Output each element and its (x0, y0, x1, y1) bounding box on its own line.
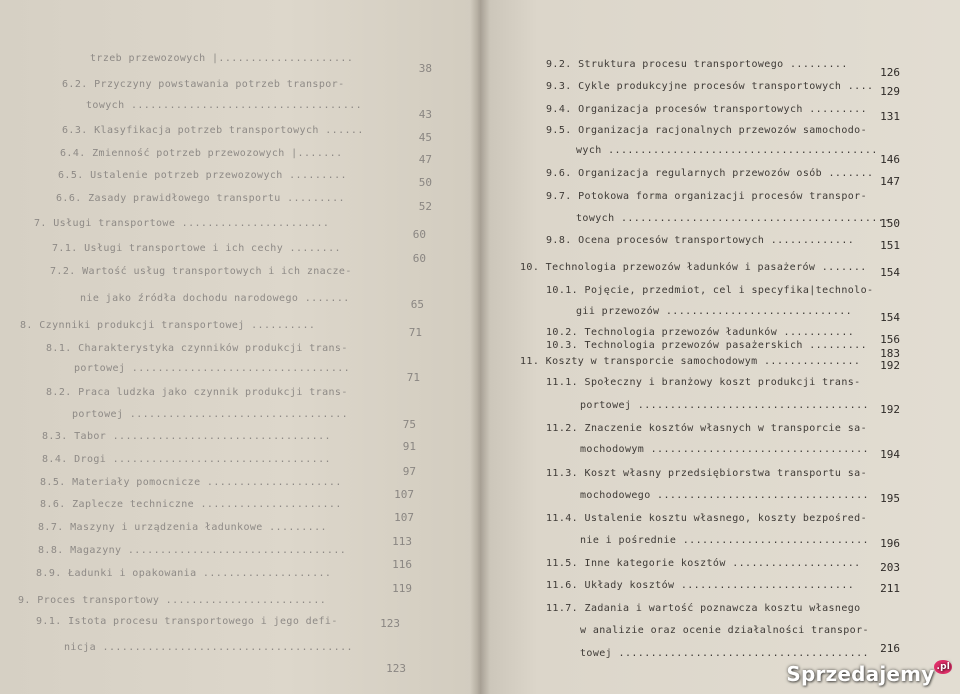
toc-page-number: 107 (394, 488, 414, 501)
toc-line: 8.8. Magazyny .................................. (38, 545, 347, 556)
toc-page-number: 50 (418, 176, 432, 189)
toc-line: 11.5. Inne kategorie kosztów .................... (546, 558, 861, 569)
toc-page-number: 147 (880, 175, 900, 188)
toc-line: 7. Usługi transportowe ....................... (34, 218, 330, 229)
toc-line: 9.7. Potokowa forma organizacji procesów transpor- (546, 191, 868, 202)
toc-page-number: 192 (880, 403, 900, 416)
toc-page-number: 123 (386, 662, 406, 675)
toc-line: 9.3. Cykle produkcyjne procesów transportowych .... (546, 81, 874, 92)
toc-line: 8.4. Drogi .................................. (42, 454, 331, 465)
toc-page-number: 156 (880, 333, 900, 346)
toc-line: 10.1. Pojęcie, przedmiot, cel i specyfika|technolo- (546, 285, 874, 296)
toc-page-number: 154 (880, 266, 900, 279)
toc-page-number: 43 (418, 108, 432, 121)
toc-page-number: 196 (880, 537, 900, 550)
left-page (0, 0, 478, 694)
toc-page-number: 126 (880, 66, 900, 79)
toc-page-number: 211 (880, 582, 900, 595)
toc-line: 11. Koszty w transporcie samochodowym ............... (520, 356, 861, 367)
toc-line: portowej .................................. (72, 409, 349, 420)
toc-line: w analizie oraz ocenie działalności transpor- (580, 625, 869, 636)
toc-line: 8.7. Maszyny i urządzenia ładunkowe ......... (38, 522, 327, 533)
toc-line: wych .......................................... (576, 145, 878, 156)
toc-line: nie jako źródła dochodu narodowego ....... (80, 293, 350, 304)
toc-line: 11.1. Społeczny i branżowy koszt produkcji trans- (546, 377, 861, 388)
watermark-brand: Sprzedajemy (786, 662, 935, 686)
right-page (480, 0, 960, 694)
toc-line: 8.5. Materiały pomocnicze ..................... (40, 477, 342, 488)
toc-page-number: 131 (880, 110, 900, 123)
toc-line: 6.6. Zasady prawidłowego transportu ......... (56, 193, 345, 204)
toc-line: 10. Technologia przewozów ładunków i pasażerów ....... (520, 262, 867, 273)
toc-page-number: 65 (410, 298, 424, 311)
toc-line: 8. Czynniki produkcji transportowej .......... (20, 320, 316, 331)
toc-page-number: 194 (880, 448, 900, 461)
toc-line: 9.2. Struktura procesu transportowego ......... (546, 59, 848, 70)
toc-page-number: 146 (880, 153, 900, 166)
toc-line: 8.3. Tabor .................................. (42, 431, 331, 442)
toc-page-number: 97 (402, 465, 416, 478)
toc-line: 9. Proces transportowy ......................... (18, 595, 327, 606)
toc-page-number: 195 (880, 492, 900, 505)
toc-page-number: 154 (880, 311, 900, 324)
toc-page-number: 60 (412, 228, 426, 241)
toc-page-number: 151 (880, 239, 900, 252)
toc-page-number: 183 (880, 347, 900, 360)
toc-line: 9.6. Organizacja regularnych przewozów osób ....... (546, 168, 874, 179)
toc-page-number: 75 (402, 418, 416, 431)
toc-line: 11.7. Zadania i wartość poznawcza kosztu własnego (546, 603, 861, 614)
toc-line: portowej .................................. (74, 363, 351, 374)
toc-line: 9.4. Organizacja procesów transportowych ......... (546, 104, 868, 115)
toc-page-number: 107 (394, 511, 414, 524)
toc-line: towych .......................................... (576, 213, 891, 224)
toc-line: nicja ....................................... (64, 642, 353, 653)
toc-line: 6.4. Zmienność potrzeb przewozowych |....... (60, 148, 343, 159)
toc-line: 11.6. Układy kosztów ........................... (546, 580, 855, 591)
toc-page-number: 91 (402, 440, 416, 453)
toc-line: 6.5. Ustalenie potrzeb przewozowych ......... (58, 170, 347, 181)
toc-line: portowej .................................... (580, 400, 869, 411)
toc-line: 9.1. Istota procesu transportowego i jego defi- (36, 616, 338, 627)
toc-line: towej ....................................... (580, 648, 869, 659)
toc-page-number: 119 (392, 582, 412, 595)
toc-line: gii przewozów ............................. (576, 306, 853, 317)
toc-line: 6.3. Klasyfikacja potrzeb transportowych ...... (62, 125, 364, 136)
toc-page-number: 60 (412, 252, 426, 265)
toc-line: 8.2. Praca ludzka jako czynnik produkcji trans- (46, 387, 348, 398)
toc-line: 9.8. Ocena procesów transportowych ............. (546, 235, 855, 246)
toc-page-number: 47 (418, 153, 432, 166)
book-gutter (470, 0, 490, 694)
toc-page-number: 123 (380, 617, 400, 630)
toc-page-number: 71 (408, 326, 422, 339)
toc-line: 7.2. Wartość usług transportowych i ich znacze- (50, 266, 352, 277)
toc-line: towych .................................... (86, 100, 363, 111)
toc-page-number: 45 (418, 131, 432, 144)
toc-page-number: 192 (880, 359, 900, 372)
toc-page-number: 150 (880, 217, 900, 230)
toc-line: mochodowego ................................. (580, 490, 869, 501)
toc-line: 8.9. Ładunki i opakowania .................... (36, 568, 332, 579)
toc-line: 11.4. Ustalenie kosztu własnego, koszty bezpośred- (546, 513, 868, 524)
toc-line: 8.1. Charakterystyka czynników produkcji trans- (46, 343, 348, 354)
toc-page-number: 113 (392, 535, 412, 548)
toc-page-number: 216 (880, 642, 900, 655)
watermark-logo (786, 662, 952, 686)
toc-line: 10.3. Technologia przewozów pasażerskich ......... (546, 340, 868, 351)
toc-line: 6.2. Przyczyny powstawania potrzeb transpor- (62, 79, 345, 90)
toc-page-number: 129 (880, 85, 900, 98)
toc-page-number: 71 (406, 371, 420, 384)
toc-line: 9.5. Organizacja racjonalnych przewozów samochodo- (546, 125, 868, 136)
toc-page-number: 116 (392, 558, 412, 571)
toc-line: 7.1. Usługi transportowe i ich cechy ........ (52, 243, 341, 254)
toc-page-number: 203 (880, 561, 900, 574)
toc-line: 11.3. Koszt własny przedsiębiorstwa transportu sa- (546, 468, 868, 479)
toc-page-number: 38 (418, 62, 432, 75)
toc-line: trzeb przewozowych |..................... (90, 53, 354, 64)
toc-line: mochodowym .................................. (580, 444, 869, 455)
toc-line: nie i pośrednie ............................. (580, 535, 869, 546)
toc-line: 10.2. Technologia przewozów ładunków ........... (546, 327, 855, 338)
watermark-suffix: .pl (936, 662, 950, 672)
toc-page-number: 52 (418, 200, 432, 213)
toc-line: 8.6. Zaplecze techniczne ...................... (40, 499, 342, 510)
toc-line: 11.2. Znaczenie kosztów własnych w transporcie sa- (546, 423, 868, 434)
